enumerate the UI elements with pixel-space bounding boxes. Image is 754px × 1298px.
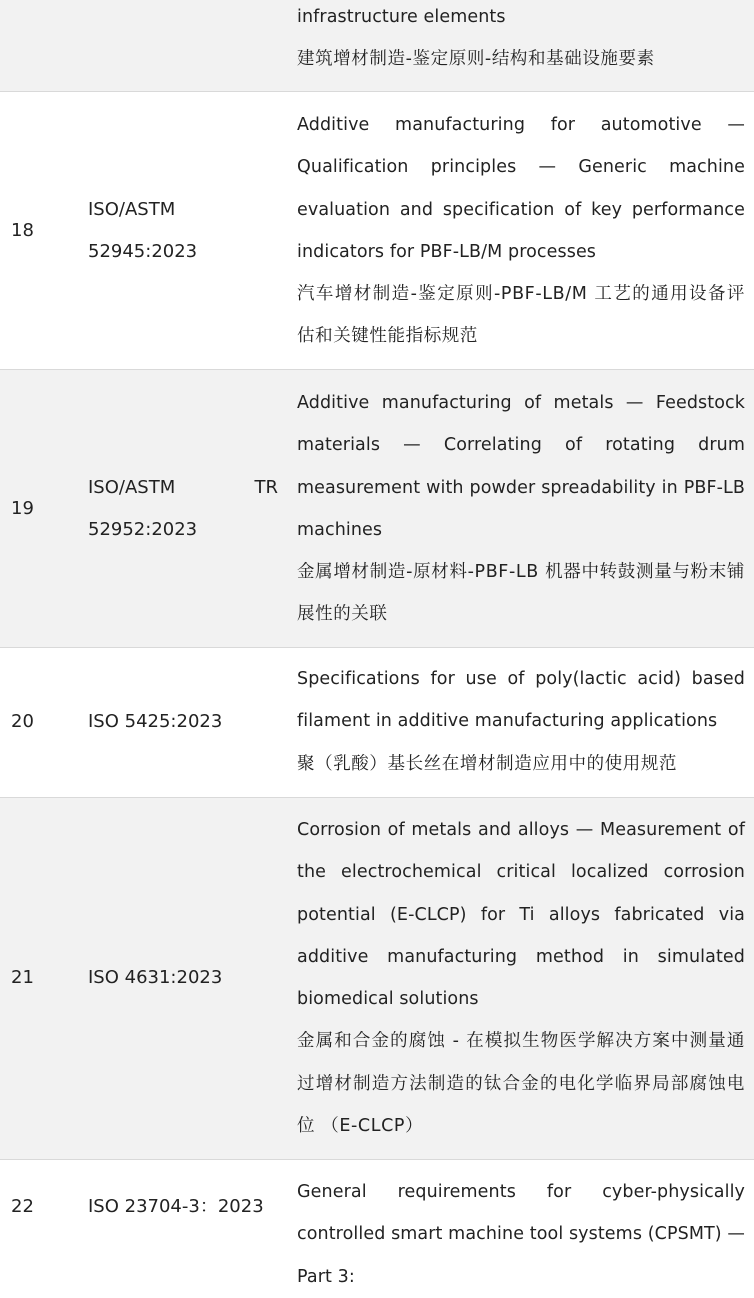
description-en: Specifications for use of poly(lactic acid) based filament in additive manufacturing applications	[297, 669, 745, 732]
row-number: 20	[11, 711, 34, 732]
description-cell	[297, 658, 745, 785]
standard-code	[88, 467, 278, 551]
description-en: Additive manufacturing for automotive — Qualification principles — Generic machine evaluation and specification of key performance indicators for PBF-LB/M processes	[297, 115, 745, 262]
description-cell	[297, 809, 745, 1147]
description-en: Additive manufacturing of metals — Feedstock materials — Correlating of rotating drum measurement with powder spreadability in PBF-LB machines	[297, 393, 745, 540]
standard-code	[88, 189, 278, 273]
standard-code-line: ISO/ASTM TR	[88, 477, 278, 498]
table-row	[0, 1160, 754, 1287]
row-number: 22	[11, 1196, 34, 1217]
description-cn: 汽车增材制造-鉴定原则-PBF-LB/M 工艺的通用设备评估和关键性能指标规范	[297, 284, 745, 347]
standard-code-line: ISO 4631:2023	[88, 967, 223, 988]
standard-code-line: ISO/ASTM	[88, 199, 176, 220]
description-cell	[297, 104, 745, 358]
description-en: General requirements for cyber-physically controlled smart machine tool systems (CPSMT) — Part 3:	[297, 1182, 745, 1287]
table-row	[0, 0, 754, 92]
row-number: 21	[11, 967, 34, 988]
standard-code-line: ISO 5425:2023	[88, 711, 223, 732]
table-row	[0, 370, 754, 648]
description-cell	[297, 0, 745, 81]
description-cell	[297, 1171, 745, 1298]
description-cn: 建筑增材制造-鉴定原则-结构和基础设施要素	[297, 49, 655, 70]
standard-code	[88, 957, 278, 999]
description-en: infrastructure elements	[297, 7, 506, 27]
description-cell	[297, 382, 745, 636]
description-en: Corrosion of metals and alloys — Measurement of the electrochemical critical localized corrosion potential (E-CLCP) for Ti alloys fabricated via additive manufacturing method in simulated biomedical solutions	[297, 820, 745, 1010]
row-number: 18	[11, 220, 34, 241]
standard-code	[88, 1186, 278, 1228]
table-row	[0, 798, 754, 1160]
standard-code-line: ISO 23704-3：2023	[88, 1196, 264, 1217]
description-cn: 金属增材制造-原材料-PBF-LB 机器中转鼓测量与粉末铺展性的关联	[297, 562, 745, 625]
table-row	[0, 92, 754, 370]
table-row	[0, 648, 754, 798]
description-cn: 金属和合金的腐蚀 - 在模拟生物医学解决方案中测量通过增材制造方法制造的钛合金的电化学临界局部腐蚀电位 （E-CLCP）	[297, 1031, 745, 1137]
standard-code-line: 52945:2023	[88, 241, 198, 262]
description-cn: 聚（乳酸）基长丝在增材制造应用中的使用规范	[297, 753, 678, 774]
standard-code-line: 52952:2023	[88, 519, 198, 540]
standard-code	[88, 701, 278, 743]
row-number: 19	[11, 498, 34, 519]
